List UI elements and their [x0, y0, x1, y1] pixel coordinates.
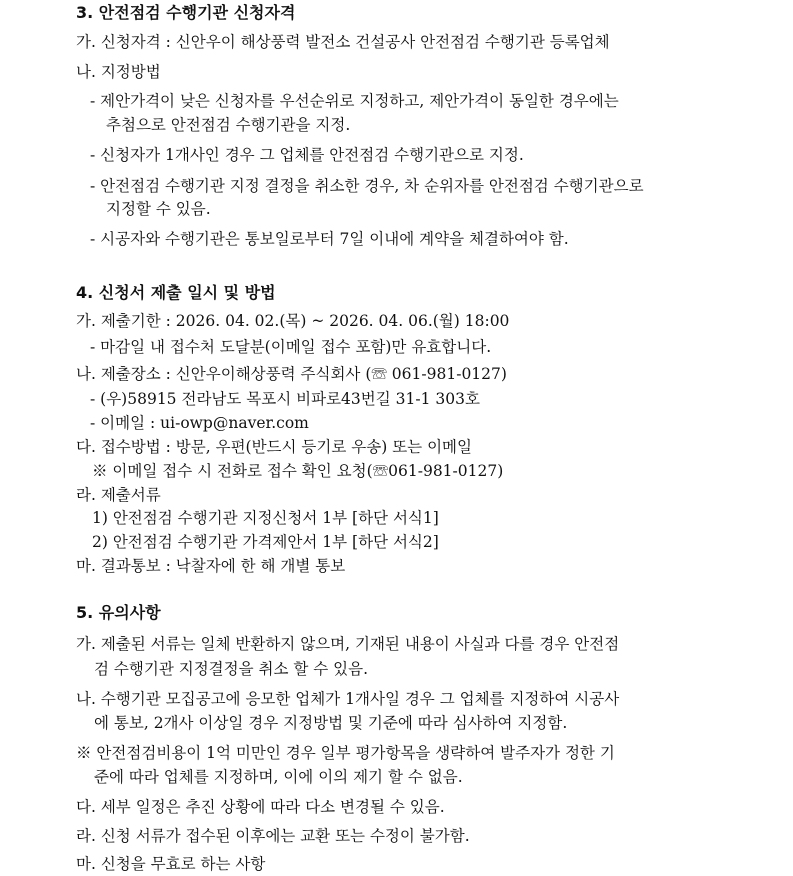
- s5-item-a-cont: 검 수행기관 지정결정을 취소 할 수 있음.: [94, 660, 369, 678]
- s3-qualification: 가. 신청자격 : 신안우이 해상풍력 발전소 건설공사 안전점검 수행기관 등록업체: [76, 33, 610, 51]
- s3-method-item-3-cont: 지정할 수 있음.: [106, 200, 211, 218]
- s5-item-b-cont: 에 통보, 2개사 이상일 경우 지정방법 및 기준에 따라 심사하여 지정함.: [94, 714, 568, 732]
- s5-note-cont: 준에 따라 업체를 지정하며, 이에 이의 제기 할 수 없음.: [94, 768, 463, 786]
- s4-deadline: 가. 제출기한 : 2026. 04. 02.(목) ~ 2026. 04. 06.(월) 18:00: [76, 312, 510, 330]
- s3-method-heading: 나. 지정방법: [76, 63, 161, 81]
- s5-item-e: 마. 신청을 무효로 하는 사항: [76, 855, 266, 873]
- s4-receipt-note: ※ 이메일 접수 시 전화로 접수 확인 요청(☏061-981-0127): [92, 462, 504, 480]
- s4-document-1: 1) 안전점검 수행기관 지정신청서 1부 [하단 서식1]: [92, 509, 439, 527]
- s4-place: 나. 제출장소 : 신안우이해상풍력 주식회사 (☏ 061-981-0127): [76, 365, 507, 383]
- s4-place-address: - (우)58915 전라남도 목포시 비파로43번길 31-1 303호: [90, 390, 480, 408]
- s4-document-2: 2) 안전점검 수행기관 가격제안서 1부 [하단 서식2]: [92, 533, 439, 551]
- s3-method-item-3: - 안전점검 수행기관 지정 결정을 취소한 경우, 차 순위자를 안전점검 수행기관으로: [90, 177, 644, 195]
- s4-deadline-note: - 마감일 내 접수처 도달분(이메일 접수 포함)만 유효합니다.: [90, 338, 492, 356]
- s5-item-c: 다. 세부 일정은 추진 상황에 따라 다소 변경될 수 있음.: [76, 798, 445, 816]
- s3-method-item-2: - 신청자가 1개사인 경우 그 업체를 안전점검 수행기관으로 지정.: [90, 146, 524, 164]
- s3-method-item-4: - 시공자와 수행기관은 통보일로부터 7일 이내에 계약을 체결하여야 함.: [90, 230, 569, 248]
- section-5-title: 5. 유의사항: [76, 603, 161, 622]
- section-3-title: 3. 안전점검 수행기관 신청자격: [76, 3, 296, 22]
- s4-result-notice: 마. 결과통보 : 낙찰자에 한 해 개별 통보: [76, 557, 346, 575]
- s5-note: ※ 안전점검비용이 1억 미만인 경우 일부 평가항목을 생략하여 발주자가 정한 기: [76, 744, 615, 762]
- s5-item-d: 라. 신청 서류가 접수된 이후에는 교환 또는 수정이 불가함.: [76, 827, 470, 845]
- s5-item-b: 나. 수행기관 모집공고에 응모한 업체가 1개사일 경우 그 업체를 지정하여 시공사: [76, 690, 620, 708]
- s4-receipt-method: 다. 접수방법 : 방문, 우편(반드시 등기로 우송) 또는 이메일: [76, 438, 472, 456]
- s4-place-email: - 이메일 : ui-owp@naver.com: [90, 414, 309, 432]
- s4-documents-heading: 라. 제출서류: [76, 486, 161, 504]
- s5-item-a: 가. 제출된 서류는 일체 반환하지 않으며, 기재된 내용이 사실과 다를 경우 안전점: [76, 635, 620, 653]
- section-4-title: 4. 신청서 제출 일시 및 방법: [76, 283, 276, 302]
- s3-method-item-1-cont: 추첨으로 안전점검 수행기관을 지정.: [106, 116, 351, 134]
- s3-method-item-1: - 제안가격이 낮은 신청자를 우선순위로 지정하고, 제안가격이 동일한 경우에는: [90, 92, 619, 110]
